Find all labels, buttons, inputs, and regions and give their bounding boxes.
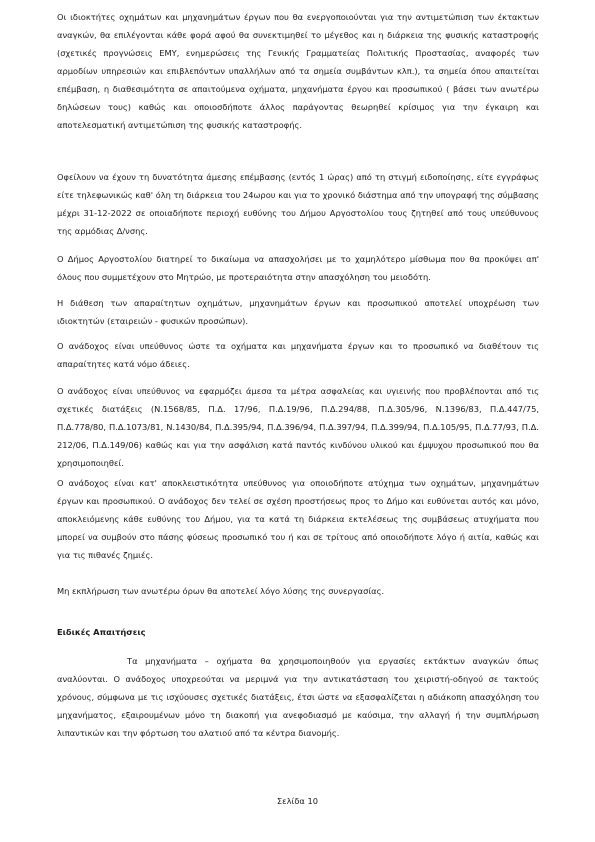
paragraph-safety-measures: Ο ανάδοχος είναι υπεύθυνος να εφαρμόζει άμεσα τα μέτρα ασφαλείας και υγιεινής που προβλέπονται από τις σχετικές διατάξεις (Ν.1568/85, Π.Δ. 17/96, Π.Δ.19/96, Π.Δ.294/88, Π.Δ.305/96, Ν.1396/83, Π.Δ.447/75, Π.Δ.778/80, Π.Δ.1073/81, Ν.1430/84, Π.Δ.395/94, Π.Δ.396/94, Π.Δ.397/94, Π.Δ.399/94, Π.Δ.105/95, Π.Δ.77/93, Π.Δ. 212/06, Π.Δ.149/06) καθώς και για την ασφάλιση κατά παντός κινδύνου υλικού και έμψυχου προσωπικού που θα χρησιμοποιηθεί. bbox=[57, 386, 539, 468]
paragraph-response-time: Οφείλουν να έχουν τη δυνατότητα άμεσης επέμβασης (εντός 1 ώρας) από τη στιγμή ειδοποίησης, είτε εγγράφως είτε τηλεφωνικώς καθ' όλη τη διάρκεια του 24ωρου και για το χρονικό διάστημα από την υπογραφή της σύμβασης μέχρι 31-12-2022 σε οποιαδήποτε περιοχή ευθύνης του Δήμου Αργοστολίου τους ζητηθεί από τους υπεύθυνους της αρμόδιας Δ/νσης. bbox=[57, 172, 539, 236]
paragraph-termination: Μη εκπλήρωση των ανωτέρω όρων θα αποτελεί λόγο λύσης της συνεργασίας. bbox=[57, 586, 385, 596]
paragraph-vehicle-selection: Οι ιδιοκτήτες οχημάτων και μηχανημάτων έργων που θα ενεργοποιούνται για την αντιμετώπιση των έκτακτων αναγκών, θα επιλέγονται κάθε φορά αφού θα συνεκτιμηθεί το μέγεθος και η διάρκεια της φυσικής καταστροφής (σχετικές προγνώσεις ΕΜΥ, ενημερώσεις της Γενικής Γραμματείας Πολιτικής Προστασίας, αναφορές των αρμοδίων υπηρεσιών και επιβλεπόντων υπαλλήλων από τα σημεία συμβάντων κλπ.), τα σημεία όπου απαιτείται επέμβαση, η διαθεσιμότητα σε απαιτούμενα οχήματα, μηχανήματα έργου και προσωπικού ( βάσει των ανωτέρω δηλώσεων τους) καθώς και οποιοσδήποτε άλλος παράγοντας θεωρηθεί κρίσιμος για την έγκαιρη και αποτελεσματική αντιμετώπιση της φυσικής καταστροφής. bbox=[57, 12, 539, 130]
paragraph-licenses: Ο ανάδοχος είναι υπεύθυνος ώστε τα οχήματα και μηχανήματα έργων και το προσωπικό να διαθέτουν τις απαραίτητες κατά νόμο άδειες. bbox=[57, 341, 539, 369]
paragraph-special-requirements: Τα μηχανήματα – οχήματα θα χρησιμοποιηθούν για εργασίες εκτάκτων αναγκών όπως αναλύονται. Ο ανάδοχος υποχρεούται να μεριμνά για την αντικατάσταση του χειριστή-οδηγού σε τακτούς χρόνους, σύμφωνα με τις ισχύουσες σχετικές διατάξεις, έτσι ώστε να εξασφαλίζεται η αδιάκοπη απασχόληση του μηχανήματος, εξαιρουμένων μόνο τη διακοπή για ανεφοδιασμό με καύσιμα, την αλλαγή ή την συμπλήρωση λιπαντικών και την φόρτωση του αλατιού από τα κέντρα διανομής. bbox=[57, 656, 539, 738]
paragraph-municipality-right: Ο Δήμος Αργοστολίου διατηρεί το δικαίωμα να απασχολήσει με το χαμηλότερο μίσθωμα που θα προκύψει απ' όλους που συμμετέχουν στο Μητρώο, με προτεραιότητα στην απασχόληση του μειοδότη. bbox=[57, 254, 539, 282]
paragraph-liability: Ο ανάδοχος είναι κατ' αποκλειστικότητα υπεύθυνος για οποιοδήποτε ατύχημα των οχημάτων, μηχανημάτων έργων και προσωπικού. Ο ανάδοχος δεν τελεί σε σχέση προστήσεως προς το Δήμο και ευθύνεται αυτός και μόνο, αποκλειόμενης κάθε ευθύνης του Δήμου, για τα κατά τη διάρκεια εκτελέσεως της συμβάσεως ατυχήματα που μπορεί να συμβούν στο πάσης φύσεως προσωπικό του ή και σε τρίτους από οποιοδήποτε λόγο ή αιτία, καθώς και για τις πιθανές ζημιές. bbox=[57, 478, 539, 560]
section-heading: Ειδικές Απαιτήσεις bbox=[57, 627, 146, 637]
page-number: Σελίδα 10 bbox=[276, 796, 319, 806]
paragraph-owner-obligation: Η διάθεση των απαραίτητων οχημάτων, μηχανημάτων έργων και προσωπικού αποτελεί υποχρέωση των ιδιοκτητών (εταιρειών - φυσικών προσώπων). bbox=[57, 298, 539, 326]
